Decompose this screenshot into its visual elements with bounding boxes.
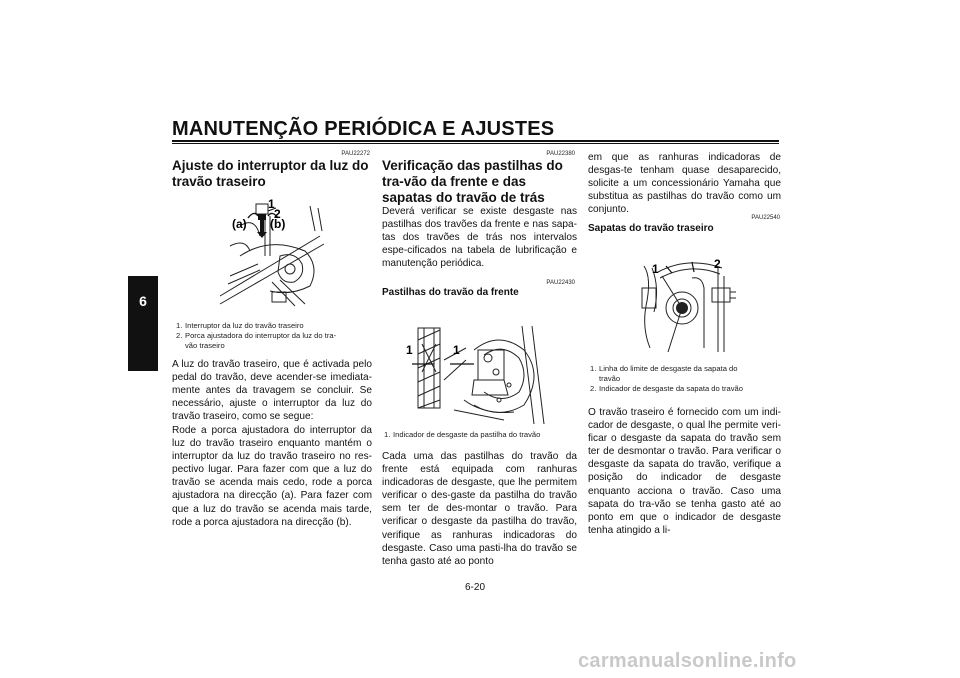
caption-item: 1. Indicador de desgaste da pastilha do travão: [384, 430, 541, 439]
paragraph: A luz do travão traseiro, que é activada pelo pedal do travão, deve acender-se imediata-mente antes da travagem se concluir. Se necessário, ajuste o interruptor da luz do travão traseiro, como se segue:: [172, 359, 372, 423]
watermark: carmanualsonline.info: [578, 650, 797, 672]
front-brake-pad-figure: [404, 320, 554, 424]
fig1-label-b: (b): [270, 217, 286, 231]
paragraph: Rode a porca ajustadora do interruptor da luz do travão traseiro enquanto mantém o interruptor da luz do travão traseiro no res-pectivo lugar. Para fazer com que a luz do travão se acenda mais cedo, rode a porca ajustadora na direcção (a). Para fazer com que a luz do travão se acenda mais tarde, rode a porca ajustadora na direcção (b).: [172, 425, 372, 528]
page-number: 6-20: [465, 582, 486, 593]
caption-item: 1. Linha do limite de desgaste da sapata do travão: [590, 364, 738, 383]
fig1-label-1: 1: [268, 197, 275, 211]
section-heading: Verificação das pastilhas do tra-vão da frente e das sapatas do travão de trás: [382, 158, 563, 205]
fig2-label-1a: 1: [406, 343, 413, 357]
fig3-label-2: 2: [714, 257, 721, 271]
fig1-label-a: (a): [232, 217, 247, 231]
subsection-heading: Pastilhas do travão da frente: [382, 287, 519, 298]
title-rule: [172, 140, 779, 142]
fig2-label-1b: 1: [453, 343, 460, 357]
fig3-label-1: 1: [652, 262, 659, 276]
chapter-tab: 6: [128, 276, 158, 371]
figure-captions: [176, 321, 372, 351]
page-title: MANUTENÇÃO PERIÓDICA E AJUSTES: [172, 118, 555, 140]
brake-light-switch-figure: [210, 196, 328, 312]
subsection-heading: Sapatas do travão traseiro: [588, 223, 714, 234]
rear-brake-shoe-figure: [632, 248, 750, 352]
figure-caption: [384, 430, 580, 440]
paragraph: O travão traseiro é fornecido com um indi-cador de desgaste, o qual lhe permite veri-ficar o desgaste da sapata do travão sem ter de desmontar o travão. Para verificar o desgaste da sapata do travão, verifique a posição do indicador de desgaste enquanto acciona o travão. Caso uma sapata do tra-vão se tenha gasto até ao ponto em que o indicador de desgaste tenha atingido a li-: [588, 407, 781, 536]
figure-captions: [590, 364, 782, 394]
caption-item: 1. Interruptor da luz do travão traseiro: [176, 321, 304, 330]
section-code: PAU22380: [546, 151, 575, 157]
caption-item: 2. Indicador de desgaste da sapata do travão: [590, 384, 743, 393]
section-code: PAU22272: [341, 151, 370, 157]
title-rule-thin: [172, 143, 779, 144]
caption-item: 2. Porca ajustadora do interruptor da luz do tra- vão traseiro: [176, 331, 337, 350]
paragraph: Deverá verificar se existe desgaste nas pastilhas dos travões da frente e nas sapa-tas dos travões de trás nos intervalos espe-cificados na tabela de lubrificação e manutenção periódica.: [382, 206, 577, 270]
subsection-code: PAU22430: [546, 280, 575, 286]
fig1-label-2: 2: [274, 207, 281, 221]
subsection-code: PAU22540: [751, 215, 780, 221]
paragraph: Cada uma das pastilhas do travão da frente está equipada com ranhuras indicadoras de desgaste, que lhe permitem verificar o des-gaste da pastilha do travão sem ter de des-montar o travão. Para verificar o desgaste da pastilha do travão, verifique as ranhuras indicadoras do desgaste. Caso uma pasti-lha do travão se tenha gasto até ao ponto: [382, 451, 577, 567]
section-heading: Ajuste do interruptor da luz do travão traseiro: [172, 158, 369, 189]
paragraph: em que as ranhuras indicadoras de desgas-te tenham quase desaparecido, solicite a um concessionário Yamaha que substitua as pastilhas do travão como um conjunto.: [588, 152, 781, 216]
